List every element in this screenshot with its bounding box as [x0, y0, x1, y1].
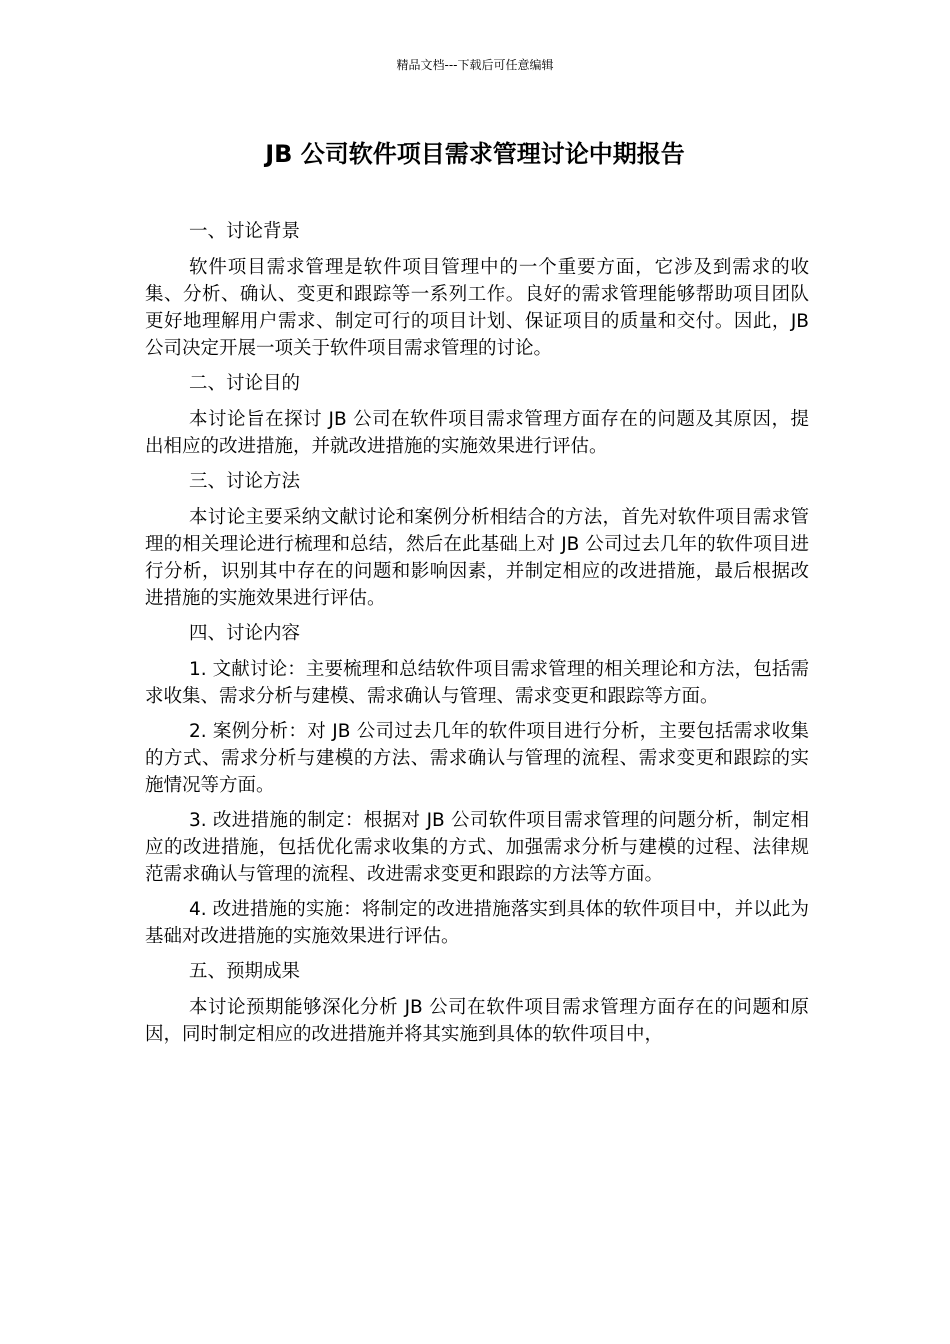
paragraph-purpose: 本讨论旨在探讨 JB 公司在软件项目需求管理方面存在的问题及其原因，提出相应的改进措施，并就改进措施的实施效果进行评估。 — [145, 409, 809, 457]
paragraph-content-item-2: 2. 案例分析：对 JB 公司过去几年的软件项目进行分析，主要包括需求收集的方式、需求分析与建模的方法、需求确认与管理的流程、需求变更和跟踪的实施情况等方面。 — [145, 721, 809, 796]
document-title: JB 公司软件项目需求管理讨论中期报告 — [265, 140, 685, 168]
paragraph-content-item-3: 3. 改进措施的制定：根据对 JB 公司软件项目需求管理的问题分析，制定相应的改进措施，包括优化需求收集的方式、加强需求分析与建模的过程、法律规范需求确认与管理的流程、改进需求变更和跟踪的方法等方面。 — [145, 810, 809, 885]
paragraph-content-item-4: 4. 改进措施的实施：将制定的改进措施落实到具体的软件项目中，并以此为基础对改进措施的实施效果进行评估。 — [145, 899, 809, 947]
paragraph-background: 软件项目需求管理是软件项目管理中的一个重要方面，它涉及到需求的收集、分析、确认、变更和跟踪等一系列工作。良好的需求管理能够帮助项目团队更好地理解用户需求、制定可行的项目计划、保证项目的质量和交付。因此，JB 公司决定开展一项关于软件项目需求管理的讨论。 — [145, 257, 809, 359]
paragraph-expected-results: 本讨论预期能够深化分析 JB 公司在软件项目需求管理方面存在的问题和原因，同时制定相应的改进措施并将其实施到具体的软件项目中， — [145, 997, 809, 1045]
document-body — [145, 218, 809, 1056]
section-heading-background: 一、讨论背景 — [189, 221, 301, 242]
paragraph-content-item-1: 1. 文献讨论：主要梳理和总结软件项目需求管理的相关理论和方法，包括需求收集、需求分析与建模、需求确认与管理、需求变更和跟踪等方面。 — [145, 659, 809, 707]
paragraph-method: 本讨论主要采纳文献讨论和案例分析相结合的方法，首先对软件项目需求管理的相关理论进行梳理和总结，然后在此基础上对 JB 公司过去几年的软件项目进行分析，识别其中存在的问题和影响因素，并制定相应的改进措施，最后根据改进措施的实施效果进行评估。 — [145, 507, 809, 609]
header-note: 精品文档---下载后可任意编辑 — [396, 58, 554, 72]
section-heading-purpose: 二、讨论目的 — [189, 373, 301, 394]
section-heading-method: 三、讨论方法 — [189, 471, 301, 492]
section-heading-content: 四、讨论内容 — [189, 623, 301, 644]
section-heading-expected-results: 五、预期成果 — [189, 961, 301, 982]
